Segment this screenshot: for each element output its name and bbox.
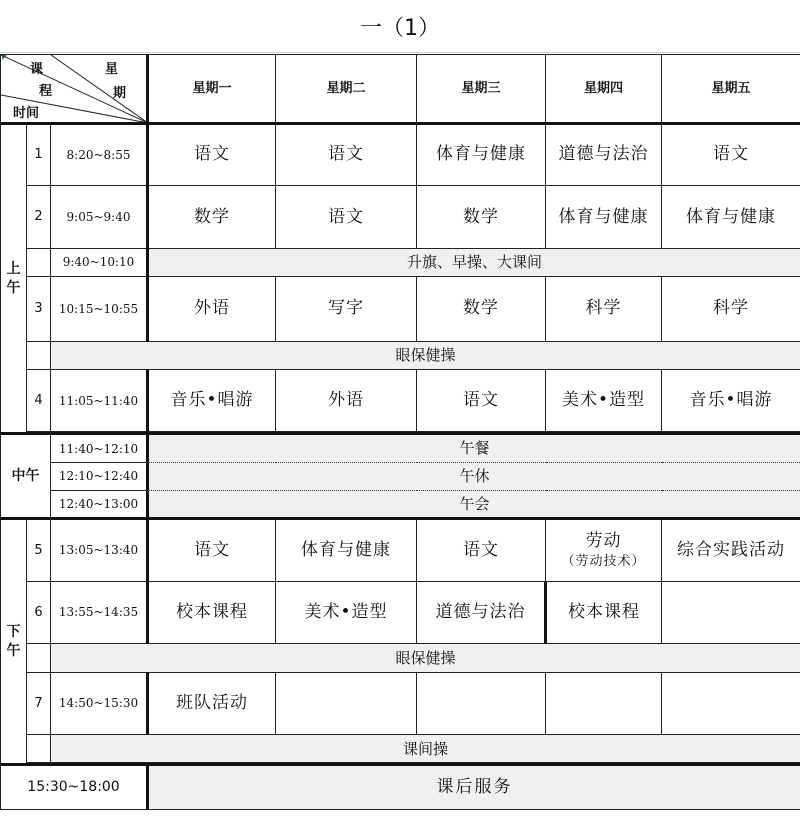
period-number-empty	[27, 644, 51, 672]
subject-cell: 体育与健康	[276, 519, 417, 582]
period-number-empty	[27, 735, 51, 763]
subject-cell: 数学	[148, 186, 276, 249]
period-time: 8:20~8:55	[51, 123, 148, 186]
meeting-band: 午会	[148, 490, 800, 518]
subject-cell: 体育与健康	[546, 186, 662, 249]
day-header: 星期二	[276, 55, 417, 124]
period-number: 2	[27, 186, 51, 249]
period-time: 10:15~10:55	[51, 277, 148, 342]
corner-label-shijian: 时间	[13, 106, 40, 121]
subject-cell: 外语	[148, 277, 276, 342]
subject-cell: 校本课程	[546, 581, 662, 644]
lunch-time: 11:40~12:10	[51, 434, 148, 462]
subject-cell: 语文	[148, 519, 276, 582]
period-time: 14:50~15:30	[51, 672, 148, 735]
subject-cell: 体育与健康	[662, 186, 800, 249]
afternoon-label: 下 午	[1, 519, 27, 765]
break-time: 9:40~10:10	[51, 248, 148, 276]
eye-exercise-band: 眼保健操	[51, 341, 800, 369]
corner-label-xing: 星	[105, 62, 119, 77]
period-number: 5	[27, 519, 51, 582]
period-time: 13:05~13:40	[51, 519, 148, 582]
subject-cell: 科学	[546, 277, 662, 342]
subject-cell	[417, 672, 546, 735]
day-header: 星期五	[662, 55, 800, 124]
subject-cell: 语文	[148, 123, 276, 186]
day-header: 星期一	[148, 55, 276, 124]
subject-cell: 道德与法治	[417, 581, 546, 644]
corner-label-cheng: 程	[39, 84, 53, 99]
period-number: 7	[27, 672, 51, 735]
subject-labor-sub: （劳动技术）	[561, 554, 646, 570]
period-number: 3	[27, 277, 51, 342]
subject-cell-labor	[546, 519, 662, 582]
meeting-time: 12:40~13:00	[51, 490, 148, 518]
period-time: 11:05~11:40	[51, 369, 148, 432]
subject-cell	[662, 672, 800, 735]
day-header: 星期三	[417, 55, 546, 124]
page-title: 一（1）	[0, 0, 800, 53]
period-number-empty	[27, 341, 51, 369]
subject-cell: 语文	[417, 369, 546, 432]
morning-label: 上 午	[1, 123, 27, 434]
subject-cell: 道德与法治	[546, 123, 662, 186]
corner-header-cell	[1, 55, 148, 124]
recess-band: 课间操	[51, 735, 800, 763]
period-number-empty	[27, 248, 51, 276]
eye-exercise-band: 眼保健操	[51, 644, 800, 672]
subject-cell	[546, 672, 662, 735]
subject-cell: 班队活动	[148, 672, 276, 735]
subject-cell: 美术•造型	[546, 369, 662, 432]
period-time: 9:05~9:40	[51, 186, 148, 249]
subject-cell: 体育与健康	[417, 123, 546, 186]
day-header: 星期四	[546, 55, 662, 124]
subject-cell: 科学	[662, 277, 800, 342]
period-time: 13:55~14:35	[51, 581, 148, 644]
subject-cell	[276, 672, 417, 735]
timetable	[0, 54, 800, 810]
rest-band: 午休	[148, 462, 800, 490]
rest-time: 12:10~12:40	[51, 462, 148, 490]
subject-cell: 音乐•唱游	[662, 369, 800, 432]
break-band: 升旗、早操、大课间	[148, 248, 800, 276]
period-number: 4	[27, 369, 51, 432]
lunch-band: 午餐	[148, 434, 800, 462]
subject-cell: 美术•造型	[276, 581, 417, 644]
corner-label-ke: 课	[30, 62, 44, 77]
subject-cell: 语文	[417, 519, 546, 582]
after-school-band: 课后服务	[148, 765, 800, 810]
subject-cell: 数学	[417, 277, 546, 342]
period-number: 6	[27, 581, 51, 644]
subject-labor: 劳动	[585, 531, 622, 552]
subject-cell: 音乐•唱游	[148, 369, 276, 432]
subject-cell: 综合实践活动	[662, 519, 800, 582]
after-school-time: 15:30~18:00	[1, 765, 148, 810]
subject-cell: 语文	[276, 186, 417, 249]
period-number: 1	[27, 123, 51, 186]
subject-cell: 写字	[276, 277, 417, 342]
corner-label-qi: 期	[113, 86, 127, 101]
noon-label: 中午	[1, 434, 51, 519]
subject-cell: 外语	[276, 369, 417, 432]
subject-cell: 语文	[662, 123, 800, 186]
subject-cell: 校本课程	[148, 581, 276, 644]
subject-cell: 数学	[417, 186, 546, 249]
subject-cell: 语文	[276, 123, 417, 186]
subject-cell	[662, 581, 800, 644]
